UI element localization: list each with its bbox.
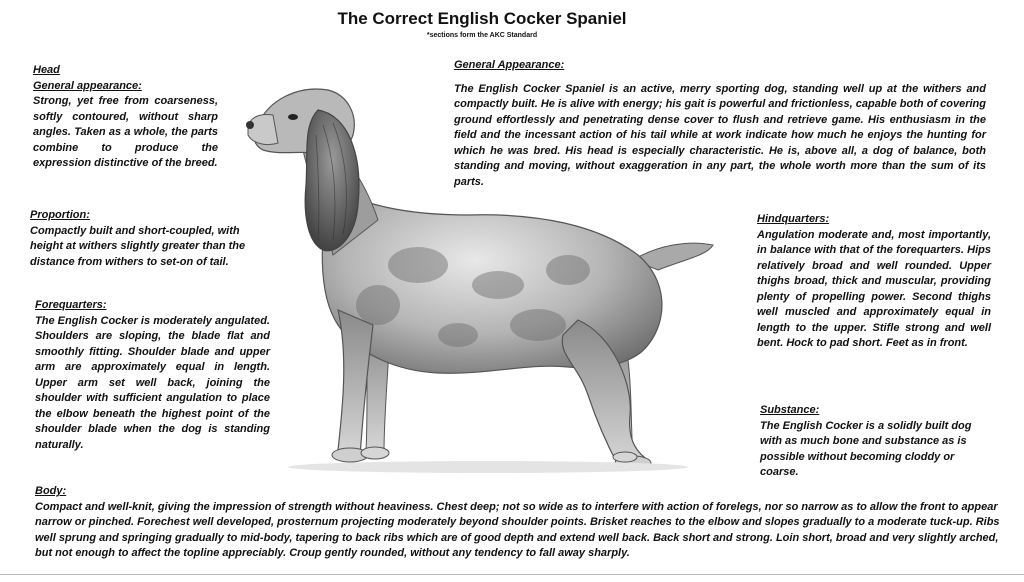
forequarters-section [35, 298, 270, 453]
forequarters-heading: Forequarters: [35, 299, 107, 311]
hindquarters-text: Angulation moderate and, most importantly, in balance with that of the forequarters. Hips relatively broad and well rounded. Upper thighs broad, thick and muscular, providing plenty of propelling power. Second thighs well muscled and approximately equal in length to the upper. Stifle strong and well bent. Hock to pad short. Feet as in front. [757, 228, 991, 349]
general-appearance-text: The English Cocker Spaniel is an active, merry sporting dog, standing well up at the withers and compactly built. He is alive with energy; his gait is powerful and frictionless, capable both of covering ground effortlessly and penetrating dense cover to flush and retrieve game. His enthusiasm in the field and the incessant action of his tail while at work indicate how much he enjoys the hunting for which he was bred. His head is especially characteristic. He is, above all, a dog of balance, both standing and moving, without exaggeration in any part, the whole worth more than the sum of its parts. [454, 82, 986, 188]
page-subtitle: *sections form the AKC Standard [426, 32, 538, 39]
substance-heading: Substance: [760, 404, 820, 416]
page-title: The Correct English Cocker Spaniel [337, 9, 627, 28]
forequarters-text: The English Cocker is moderately angulated. Shoulders are sloping, the blade flat and smoothly fitting. Shoulder blade and upper arm are approximately equal in length. Upper arm set well back, joining the shoulder with sufficient angulation to place the elbow beneath the highest point of the shoulder blade when the dog is standing naturally. [35, 314, 270, 451]
substance-text: The English Cocker is a solidly built dog with as much bone and substance as is possible without becoming cloddy or coarse. [760, 419, 972, 478]
hindquarters-section [757, 212, 991, 352]
head-text: Strong, yet free from coarseness, softly contoured, without sharp angles. Taken as a whole, the parts combine to produce the expression distinctive of the breed. [33, 95, 218, 169]
body-text: Compact and well-knit, giving the impression of strength without heaviness. Chest deep; not so wide as to interfere with action of forelegs, nor so narrow as to allow the front to appear narrow or pinched. Forechest well developed, prosternum projecting moderately beyond shoulder points. Brisket reaches to the elbow and slopes gradually to a moderate tuck-up. Ribs well sprung and springing gradually to mid-body, tapering to back ribs which are of good depth and extend well back. Back short and strong. Loin short, broad and very slightly arched, but not enough to affect the topline appreciably. Croup gently rounded, without any tendency to fall away sharply. [35, 500, 1000, 559]
general-appearance-heading: General Appearance: [454, 59, 565, 71]
substance-section [760, 403, 975, 481]
proportion-text: Compactly built and short-coupled, with height at withers slightly greater than the distance from withers to set-on of tail. [30, 224, 246, 268]
proportion-section [30, 208, 248, 270]
body-section [35, 484, 1010, 562]
bottom-divider [0, 574, 1024, 575]
head-subheading: General appearance: [33, 79, 142, 92]
head-section [33, 63, 218, 172]
general-appearance-section [454, 58, 986, 190]
head-heading: Head [33, 64, 60, 76]
proportion-heading: Proportion: [30, 209, 90, 221]
body-heading: Body: [35, 485, 67, 497]
hindquarters-heading: Hindquarters: [757, 213, 830, 225]
